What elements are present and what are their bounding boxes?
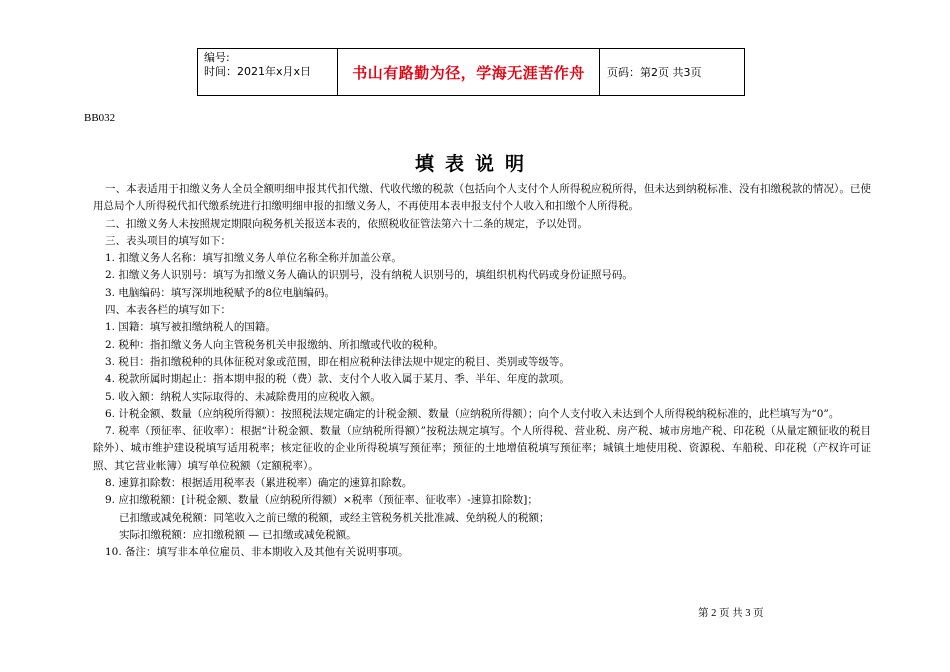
page-title: 填表说明 (414, 153, 535, 175)
paragraph: 9. 应扣缴税额：[计税金额、数量（应纳税所得额）×税率（预征率、征收率）-速算扣除数]； (105, 494, 538, 507)
instructions-body (93, 181, 871, 562)
paragraph: 7. 税率（预征率、征收率）：根据“计税金额、数量（应纳税所得额）”按税法规定填写。个人所得税、营业税、房产税、城市房地产税、印花税（从量定额征收的税目除外）、城市维护建设税填写适用税率；核定征收的企业所得税填写预征率；预征的土地增值税填写预征率；城镇土地使用税、资源税、车船税、印花税（产权许可证照、其它营业帐簿）填写单位税额（定额税率）。 (93, 425, 871, 472)
paragraph: 5. 收入额：纳税人实际取得的、未减除费用的应税收入额。 (105, 390, 381, 403)
paragraph: 1. 国籍：填写被扣缴纳税人的国籍。 (105, 321, 276, 334)
time-label: 时间：2021年x月x日 (204, 65, 312, 78)
motto-text: 书山有路勤为径，学海无涯苦作舟 (352, 63, 585, 82)
paragraph: 4. 税款所属时期起止：指本期申报的税（费）款、支付个人收入属于某月、季、半年、年度的款项。 (105, 373, 570, 386)
paragraph: 一、本表适用于扣缴义务人全员全额明细申报其代扣代缴、代收代缴的税款（包括向个人支付个人所得税应税所得，但未达到纳税标准、没有扣缴税款的情况）。已使用总局个人所得税代扣代缴系统进行扣缴明细申报的扣缴义务人，不再使用本表申报支付个人收入和扣缴个人所得税。 (93, 183, 871, 213)
paragraph: 2. 税种：指扣缴义务人向主管税务机关申报缴纳、所扣缴或代收的税种。 (105, 338, 444, 351)
paragraph: 实际扣缴税额：应扣缴税额 — 已扣缴或减免税额。 (119, 528, 357, 541)
header-info-cell (198, 49, 338, 95)
header-table (197, 48, 745, 96)
paragraph: 3. 电脑编码：填写深圳地税赋予的8位电脑编码。 (105, 286, 336, 299)
header-motto-cell (338, 49, 600, 95)
paragraph: 3. 税目：指扣缴税种的具体征税对象或范围，即在相应税种法律法规中规定的税目、类别或等级等。 (105, 355, 570, 368)
page-footer: 第 2 页 共 3 页 (698, 608, 764, 619)
paragraph: 2. 扣缴义务人识别号：填写为扣缴义务人确认的识别号，没有纳税人识别号的，填组织机构代码或身份证照号码。 (105, 269, 633, 282)
paragraph: 10. 备注：填写非本单位雇员、非本期收入及其他有关说明事项。 (105, 546, 409, 559)
paragraph: 二、扣缴义务人未按照规定期限向税务机关报送本表的，依照税收征管法第六十二条的规定，予以处罚。 (105, 217, 588, 230)
number-label: 编号: (204, 51, 230, 64)
paragraph: 6. 计税金额、数量（应纳税所得额）：按照税法规定确定的计税金额、数量（应纳税所得额）；向个人支付收入未达到个人所得税纳税标准的，此栏填写为“0”。 (105, 407, 840, 420)
paragraph: 8. 速算扣除数：根据适用税率表（累进税率）确定的速算扣除数。 (105, 477, 413, 490)
paragraph: 三、表头项目的填写如下： (105, 234, 231, 247)
page-code: 页码：第2页 共3页 (607, 66, 702, 79)
paragraph: 1. 扣缴义务人名称：填写扣缴义务人单位名称全称并加盖公章。 (105, 252, 402, 265)
doc-code: BB032 (84, 112, 116, 124)
paragraph: 四、本表各栏的填写如下： (105, 304, 231, 317)
paragraph: 已扣缴或减免税额：同笔收入之前已缴的税额，或经主管税务机关批准减、免纳税人的税额； (119, 511, 550, 524)
header-page-cell (600, 49, 744, 95)
